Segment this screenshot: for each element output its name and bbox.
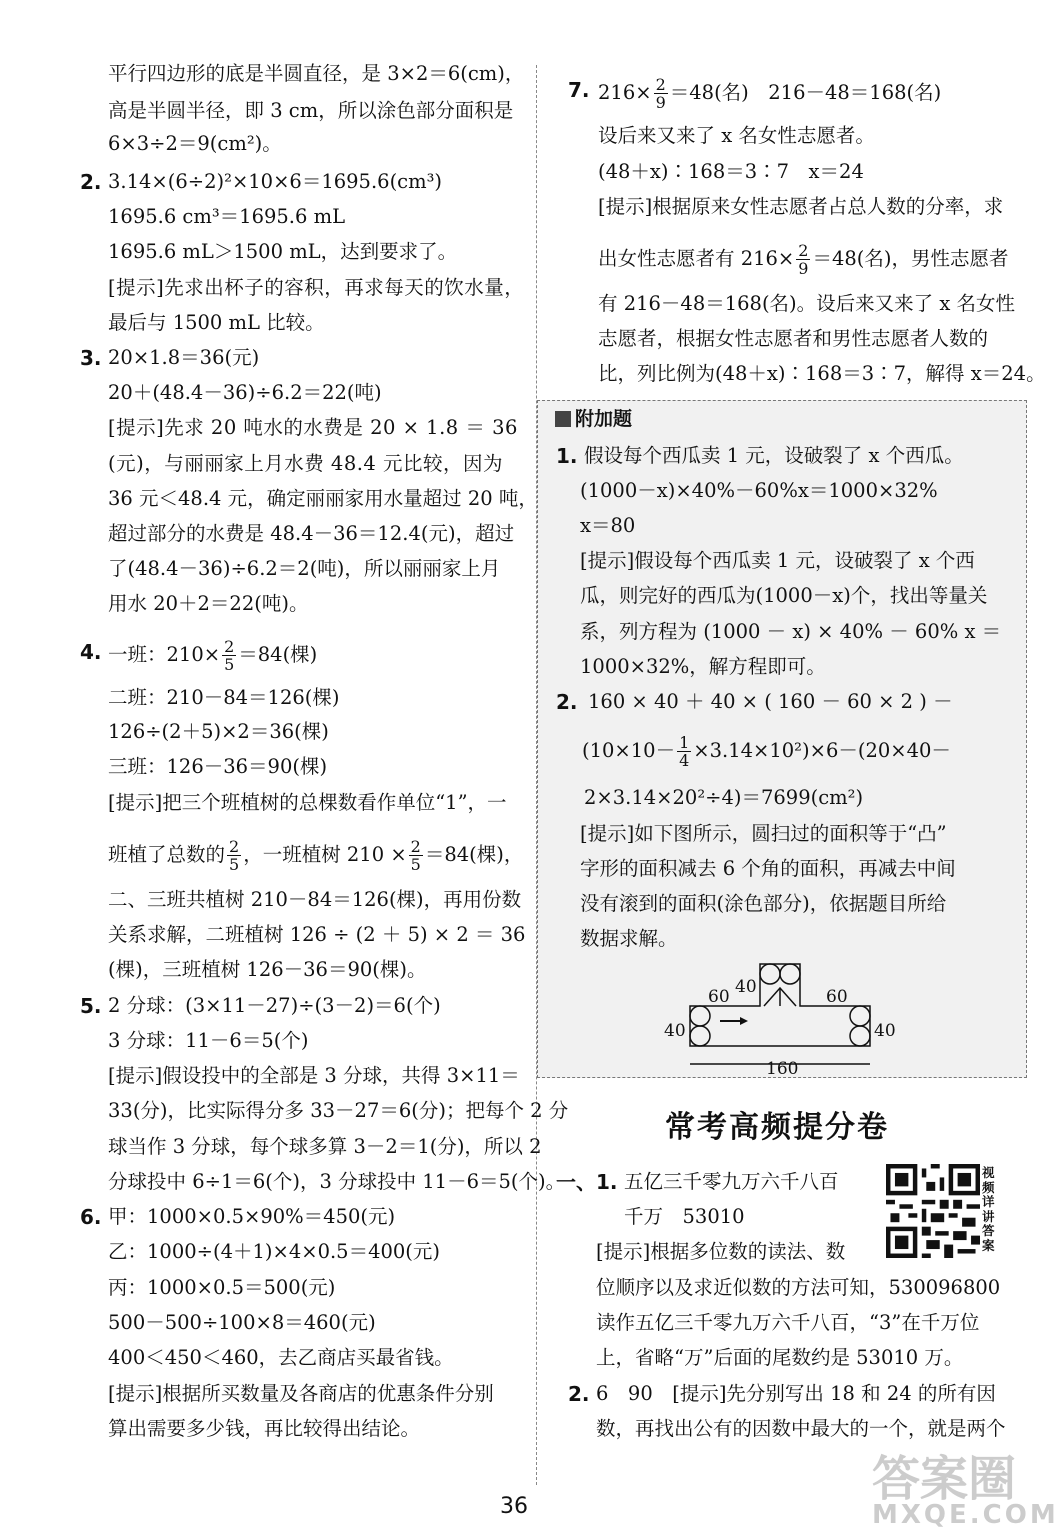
watermark-url: MXQE.COM bbox=[872, 1500, 1059, 1530]
hint-line: [提示]根据所买数量及各商店的优惠条件分别 bbox=[108, 1382, 494, 1405]
text-line: 丙：1000×0.5＝500(元) bbox=[108, 1276, 336, 1299]
text-line: 二班：210－84＝126(棵) bbox=[108, 686, 340, 709]
bonus-title: 附加题 bbox=[555, 404, 632, 431]
hint-line: 有 216－48＝168(名)。设后来又来了 x 名女性 bbox=[598, 292, 1016, 315]
diagram-label: 40 bbox=[735, 977, 757, 997]
rolling-circle-diagram bbox=[660, 958, 920, 1079]
text-line: x＝80 bbox=[580, 514, 636, 537]
text-line: (1000－x)×40%－60%x＝1000×32% bbox=[580, 479, 938, 502]
section-title: 常考高频提分卷 bbox=[665, 1110, 889, 1145]
qr-caption: 视频详讲答案 bbox=[982, 1165, 995, 1253]
text-line: 假设每个西瓜卖 1 元，设破裂了 x 个西瓜。 bbox=[584, 444, 964, 467]
question-number: 2. bbox=[80, 170, 102, 194]
circle bbox=[850, 1006, 870, 1026]
hint-line: 球当作 3 分球，每个球多算 3－2＝1(分)，所以 2 bbox=[108, 1135, 542, 1158]
hint-line: 读作五亿三千零九万六千八百，“3”在千万位 bbox=[596, 1311, 980, 1334]
hint-line: 出女性志愿者有 216× $\frac{2}{9}$ ＝48(名)，男性志愿者 bbox=[598, 241, 1009, 278]
hint-line: 字形的面积减去 6 个角的面积，再减去中间 bbox=[580, 857, 956, 880]
fraction: $\frac{2}{5}$ bbox=[229, 837, 240, 874]
hint-line: 班植了总数的 $\frac{2}{5}$ ，一班植树 210 × $\frac{2}{5}$ ＝84(棵)， bbox=[108, 837, 524, 874]
hint-line: 比，列比例为(48＋x)∶168＝3∶7，解得 x＝24。 bbox=[598, 362, 1046, 385]
text-line: 20＋(48.4－36)÷6.2＝22(吨) bbox=[108, 381, 382, 404]
text-line: 6×3÷2＝9(cm²)。 bbox=[108, 132, 282, 155]
question-number: 3. bbox=[80, 346, 102, 370]
question-number: 一、1. bbox=[556, 1170, 618, 1194]
text-line: 1695.6 mL＞1500 mL，达到要求了。 bbox=[108, 240, 458, 263]
hint-line: 上，省略“万”后面的尾数约是 53010 万。 bbox=[596, 1346, 964, 1369]
fraction: $\frac{2}{9}$ bbox=[655, 75, 666, 112]
text-line: 甲：1000×0.5×90%＝450(元) bbox=[108, 1205, 396, 1228]
section-icon bbox=[555, 411, 571, 427]
diagram-label: 40 bbox=[874, 1021, 896, 1041]
hint-line: 33(分)，比实际得分多 33－27＝6(分)；把每个 2 分 bbox=[108, 1099, 569, 1122]
text-line: 2×3.14×20²÷4)＝7699(cm²) bbox=[584, 786, 864, 809]
circle bbox=[850, 1026, 870, 1046]
fraction: $\frac{2}{5}$ bbox=[410, 837, 421, 874]
circle bbox=[780, 964, 800, 984]
circle bbox=[690, 1006, 710, 1026]
hint-line: [提示]先求出杯子的容积，再求每天的饮水量， bbox=[108, 276, 525, 299]
hint-line: 关系求解，二班植树 126 ÷ (2 ＋ 5) × 2 ＝ 36 bbox=[108, 923, 526, 946]
hint-line: 最后与 1500 mL 比较。 bbox=[108, 311, 325, 334]
hint-line: 算出需要多少钱，再比较得出结论。 bbox=[108, 1417, 421, 1440]
hint-line: (棵)，三班植树 126－36＝90(棵)。 bbox=[108, 958, 427, 981]
hint-line: 用水 20＋2＝22(吨)。 bbox=[108, 592, 309, 615]
text-line: 3 分球：11－6＝5(个) bbox=[108, 1029, 309, 1052]
question-number: 5. bbox=[80, 994, 102, 1018]
text-line: 设后来又来了 x 名女性志愿者。 bbox=[598, 124, 875, 147]
text-line: 乙：1000÷(4＋1)×4×0.5＝400(元) bbox=[108, 1240, 441, 1263]
arrow-right-icon bbox=[720, 1017, 748, 1025]
text-line: 126÷(2＋5)×2＝36(棵) bbox=[108, 720, 329, 743]
text-line: (48＋x)∶168＝3∶7 x＝24 bbox=[598, 160, 864, 183]
hint-line: 没有滚到的面积(涂色部分)，依据题目所给 bbox=[580, 892, 947, 915]
hint-line: 36 元＜48.4 元，确定丽丽家用水量超过 20 吨， bbox=[108, 487, 538, 510]
text-line: 20×1.8＝36(元) bbox=[108, 346, 260, 369]
hint-line: 超过部分的水费是 48.4－36＝12.4(元)，超过 bbox=[108, 522, 515, 545]
fraction: $\frac{2}{5}$ bbox=[224, 637, 235, 674]
question-number: 2. bbox=[568, 1382, 590, 1406]
hint-line: [提示]根据多位数的读法、数 bbox=[596, 1240, 846, 1263]
hint-line: 1000×32%，解方程即可。 bbox=[580, 655, 826, 678]
question-number: 1. bbox=[556, 444, 578, 468]
hint-line: [提示]假设每个西瓜卖 1 元，设破裂了 x 个西 bbox=[580, 549, 975, 572]
circle bbox=[760, 964, 780, 984]
text-line: 216× $\frac{2}{9}$ ＝48(名) 216－48＝168(名) bbox=[598, 75, 942, 112]
circle bbox=[690, 1026, 710, 1046]
hint-line: 位顺序以及求近似数的方法可知，530096800 bbox=[596, 1276, 1001, 1299]
hint-line: 瓜，则完好的西瓜为(1000－x)个，找出等量关 bbox=[580, 584, 988, 607]
text-line: 160 × 40 ＋ 40 × ( 160 － 60 × 2 ) － bbox=[588, 690, 953, 713]
text-line: 1695.6 cm³＝1695.6 mL bbox=[108, 205, 346, 228]
diagram-label: 60 bbox=[826, 987, 848, 1007]
text-line: 数，再找出公有的因数中最大的一个，就是两个 bbox=[596, 1417, 1006, 1440]
hint-line: 二、三班共植树 210－84＝126(棵)，再用份数 bbox=[108, 888, 522, 911]
question-number: 4. bbox=[80, 640, 102, 664]
qr-code-icon[interactable] bbox=[886, 1164, 980, 1258]
text-line: 千万 53010 bbox=[624, 1205, 745, 1228]
text-line: 3.14×(6÷2)²×10×6＝1695.6(cm³) bbox=[108, 170, 443, 193]
text-line: 500－500÷100×8＝460(元) bbox=[108, 1311, 376, 1334]
hint-line: 分球投中 6÷1＝6(个)，3 分球投中 11－6＝5(个)。 bbox=[108, 1170, 566, 1193]
hint-line: [提示]把三个班植树的总棵数看作单位“1”，一 bbox=[108, 791, 507, 814]
hint-line: [提示]如下图所示，圆扫过的面积等于“凸” bbox=[580, 822, 947, 845]
watermark: 答案圈 bbox=[872, 1451, 1017, 1507]
text-line: 2 分球：(3×11－27)÷(3－2)＝6(个) bbox=[108, 994, 441, 1017]
hint-line: (元)，与丽丽家上月水费 48.4 元比较，因为 bbox=[108, 452, 504, 475]
hint-line: [提示]根据原来女性志愿者占总人数的分率，求 bbox=[598, 195, 1004, 218]
hint-line: 数据求解。 bbox=[580, 927, 678, 950]
hint-line: 了(48.4－36)÷6.2＝2(吨)，所以丽丽家上月 bbox=[108, 557, 501, 580]
diagram-label: 40 bbox=[664, 1021, 686, 1041]
text-line: 高是半圆半径，即 3 cm，所以涂色部分面积是 bbox=[108, 99, 514, 122]
fraction: $\frac{1}{4}$ bbox=[679, 733, 690, 770]
text-line: (10×10－ $\frac{1}{4}$ ×3.14×10²)×6－(20×40－ bbox=[582, 733, 951, 770]
text-line: 三班：126－36＝90(棵) bbox=[108, 755, 328, 778]
hint-line: 志愿者，根据女性志愿者和男性志愿者人数的 bbox=[598, 327, 989, 350]
diagram-label: 60 bbox=[708, 987, 730, 1007]
question-number: 6. bbox=[80, 1205, 102, 1229]
text-line: 6 90 [提示]先分别写出 18 和 24 的所有因 bbox=[596, 1382, 996, 1405]
diagram-label: 160 bbox=[766, 1059, 799, 1079]
fraction: $\frac{2}{9}$ bbox=[798, 241, 809, 278]
page-number: 36 bbox=[500, 1494, 528, 1519]
question-number: 7. bbox=[568, 78, 590, 102]
text-line: 平行四边形的底是半圆直径，是 3×2＝6(cm)， bbox=[108, 62, 525, 85]
hint-line: [提示]假设投中的全部是 3 分球，共得 3×11＝ bbox=[108, 1064, 520, 1087]
text-line: 400＜450＜460，去乙商店买最省钱。 bbox=[108, 1346, 454, 1369]
hint-line: [提示]先求 20 吨水的水费是 20 × 1.8 ＝ 36 bbox=[108, 416, 518, 439]
text-line: 五亿三千零九万六千八百 bbox=[624, 1170, 839, 1193]
hint-line: 系，列方程为 (1000 － x) × 40% － 60% x ＝ bbox=[580, 620, 1002, 643]
text-line: 一班：210× $\frac{2}{5}$ ＝84(棵) bbox=[108, 637, 318, 674]
question-number: 2. bbox=[556, 690, 578, 714]
